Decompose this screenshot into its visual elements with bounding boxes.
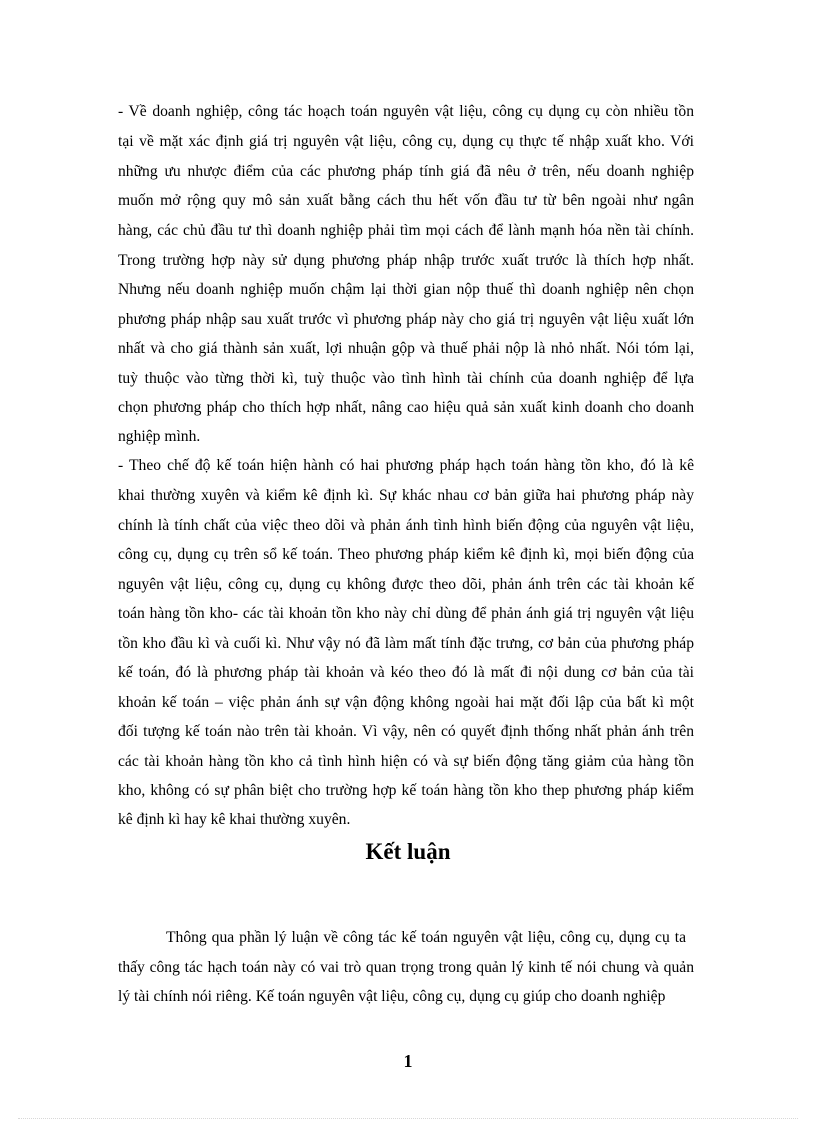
paragraph-2-line: chính là tính chất của việc theo dõi và phản ánh tình hình biến động của nguyên vật liệu, [118, 517, 694, 534]
page-number: 1 [403, 1051, 413, 1071]
paragraph-3-line: Thông qua phần lý luận về công tác kế toán nguyên vật liệu, công cụ, dụng cụ ta [166, 929, 686, 946]
paragraph-1-line: Nhưng nếu doanh nghiệp muốn chậm lại thời gian nộp thuế thì doanh nghiệp nên chọn [118, 281, 694, 298]
paragraph-1-line: chọn phương pháp cho thích hợp nhất, nâng cao hiệu quả sản xuất kinh doanh cho doanh [118, 399, 694, 416]
paragraph-2-line: kho, không có sự phân biệt cho trường hợp kế toán hàng tồn kho thep phương pháp kiểm [118, 782, 694, 799]
section-heading: Kết luận [365, 839, 451, 864]
paragraph-1-line: hàng, các chủ đầu tư thì doanh nghiệp phải tìm mọi cách để lành mạnh hóa nền tài chính. [118, 222, 694, 239]
paragraph-2-line: đối tượng kế toán nào trên tài khoản. Vì vậy, nên có quyết định thống nhất phản ánh trên [118, 723, 694, 740]
paragraph-1-line: những ưu nhược điểm của các phương pháp tính giá đã nêu ở trên, nếu doanh nghiệp [118, 163, 694, 180]
paragraph-2-line: khai thường xuyên và kiểm kê định kì. Sự khác nhau cơ bản giữa hai phương pháp này [118, 487, 694, 504]
paragraph-1-line: - Về doanh nghiệp, công tác hoạch toán nguyên vật liệu, công cụ dụng cụ còn nhiều tồn [118, 103, 694, 120]
paragraph-2-line: kê định kì hay kê khai thường xuyên. [118, 811, 351, 828]
paragraph-1-line: phương pháp nhập sau xuất trước vì phương pháp này cho giá trị nguyên vật liệu xuất lớn [118, 311, 694, 328]
paragraph-1-line: muốn mở rộng quy mô sản xuất bằng cách thu hết vốn đầu tư từ bên ngoài như ngân [118, 192, 694, 209]
paragraph-1-line: nhất và cho giá thành sản xuất, lợi nhuận gộp và thuế phải nộp là nhỏ nhất. Nói tóm lại, [118, 340, 694, 357]
paragraph-2-line: kế toán, đó là phương pháp tài khoản và kéo theo đó là mất đi nội dung cơ bản của tài [118, 664, 694, 681]
paragraph-2-line: công cụ, dụng cụ trên sổ kế toán. Theo phương pháp kiểm kê định kì, mọi biến động của [118, 546, 694, 563]
paragraph-3-line: thấy công tác hạch toán này có vai trò quan trọng trong quản lý kinh tế nói chung và quản [118, 959, 694, 976]
paragraph-2-line: - Theo chế độ kế toán hiện hành có hai phương pháp hạch toán hàng tồn kho, đó là kê [118, 457, 694, 474]
paragraph-1-line: nghiệp mình. [118, 428, 201, 445]
page-bottom-divider [18, 1118, 798, 1119]
paragraph-2-line: khoản kế toán – việc phản ánh sự vận động không ngoài hai mặt đối lập của bất kì một [118, 694, 694, 711]
paragraph-2-line: tồn kho đầu kì và cuối kì. Như vậy nó đã làm mất tính đặc trưng, cơ bản của phương pháp [118, 635, 694, 652]
paragraph-1-line: tuỳ thuộc vào từng thời kì, tuỳ thuộc vào tình hình tài chính của doanh nghiệp để lựa [118, 370, 694, 387]
paragraph-2-line: toán hàng tồn kho- các tài khoản tồn kho này chỉ dùng để phản ánh giá trị nguyên vật liệu [118, 605, 694, 622]
paragraph-3-line: lý tài chính nói riêng. Kế toán nguyên vật liệu, công cụ, dụng cụ giúp cho doanh nghiệp [118, 988, 666, 1005]
paragraph-1-line: tại về mặt xác định giá trị nguyên vật liệu, công cụ, dụng cụ thực tế nhập xuất kho. Với [118, 133, 694, 150]
paragraph-2-line: nguyên vật liệu, công cụ, dụng cụ không được theo dõi, phản ánh trên các tài khoản kế [118, 576, 694, 593]
paragraph-1-line: Trong trường hợp này sử dụng phương pháp nhập trước xuất trước là thích hợp nhất. [118, 252, 694, 269]
paragraph-2-line: các tài khoản hàng tồn kho cả tình hình hiện có và sự biến động tăng giảm của hàng tồn [118, 753, 694, 770]
